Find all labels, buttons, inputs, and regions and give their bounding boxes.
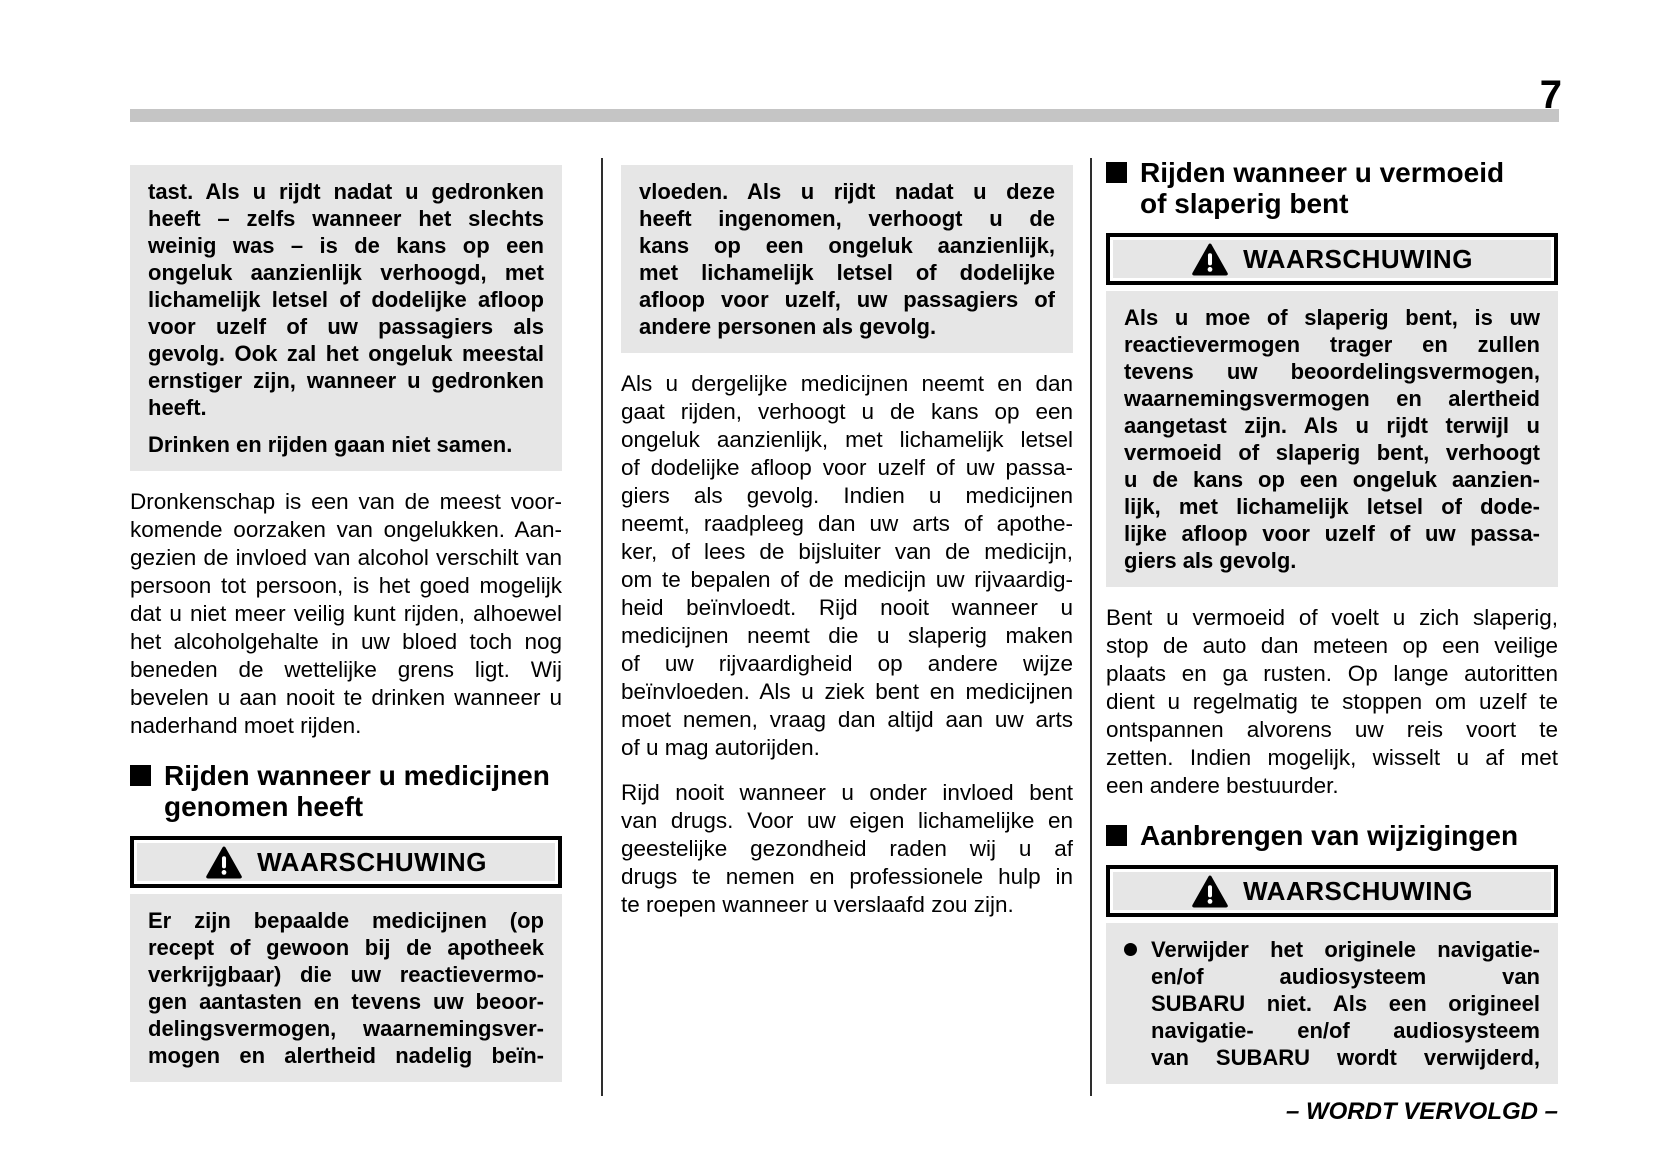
body-paragraph-medicines: Als u dergelijke medicijnen neemt en dan gaat rijden, verhoogt u de kans op een ongeluk aanzienlijk, met lichamelijk letsel of dodelijke afloop voor uzelf of uw passa- giers als gevolg. Indien u medicijnen neemt, raadpleeg dan uw arts of apothe- ker, of lees de bijsluiter van de medicijn, om te bepalen of de medicijn uw rijvaardig- heid beïnvloedt. Rijd nooit wanneer u medicijnen neemt die u slaperig maken of uw rijvaardigheid op andere wijze beïnvloeden. Als u ziek bent en medicijnen moet nemen, vraag dan altijd aan uw arts of u mag autorijden. bbox=[621, 371, 1073, 760]
warning-bullet-item bbox=[1124, 936, 1540, 1071]
body-paragraph-tired: Bent u vermoeid of voelt u zich slaperig, stop de auto dan meteen op een veilige plaats en ga rusten. Op lange autoritten dient u regelmatig te stoppen om uzelf te ontspannen alvorens uw reis voort te zetten. Indien mogelijk, wisselt u af met een andere bestuurder. bbox=[1106, 605, 1558, 798]
warning-body-modifications bbox=[1106, 923, 1558, 1084]
paragraph-gap bbox=[148, 421, 544, 431]
warning-triangle-icon bbox=[1191, 243, 1229, 276]
column-left bbox=[130, 165, 562, 1082]
section-heading-text: Aanbrengen van wijzigingen bbox=[1140, 820, 1519, 851]
body-paragraph-drugs: Rijd nooit wanneer u onder invloed bent van drugs. Voor uw eigen lichamelijke en geestelijke gezondheid raden wij u af drugs te nemen en professionele hulp in te roepen wanneer u verslaafd zou zijn. bbox=[621, 780, 1073, 917]
column-divider-right bbox=[1090, 158, 1092, 1096]
section-heading-text: Rijden wanneer u medicijnen genomen heeft bbox=[164, 760, 550, 822]
warning-title-box bbox=[1106, 233, 1558, 285]
section-heading-tired bbox=[1106, 157, 1558, 219]
warning-label: WAARSCHUWING bbox=[257, 846, 487, 877]
column-divider-left bbox=[601, 158, 603, 1096]
section-heading-modifications bbox=[1106, 820, 1558, 851]
callout-box-drinking bbox=[130, 165, 562, 471]
section-heading-text: Rijden wanneer u vermoeid of slaperig bent bbox=[1140, 157, 1505, 219]
warning-label: WAARSCHUWING bbox=[1243, 243, 1473, 274]
callout-paragraph-2: Drinken en rijden gaan niet samen. bbox=[148, 432, 513, 457]
bullet-icon bbox=[1124, 943, 1137, 956]
heading-square-icon bbox=[1106, 162, 1127, 183]
section-heading-medicines bbox=[130, 760, 562, 822]
column-right bbox=[1106, 157, 1558, 1126]
heading-square-icon bbox=[1106, 825, 1127, 846]
warning-title-box bbox=[1106, 865, 1558, 917]
warning-title-box bbox=[130, 836, 562, 888]
warning-triangle-icon bbox=[1191, 875, 1229, 908]
warning-bullet-text: Verwijder het originele navigatie- en/of audiosysteem van SUBARU niet. Als een origineel navigatie- en/of audiosysteem van SUBARU wordt verwijderd, bbox=[1151, 937, 1540, 1070]
warning-body-medicines: Er zijn bepaalde medicijnen (op recept of gewoon bij de apotheek verkrijgbaar) die uw reactievermo- gen aantasten en tevens uw beoor- delingsvermogen, waarnemingsver- mogen en alertheid nadelig beïn- bbox=[130, 894, 562, 1082]
heading-square-icon bbox=[130, 765, 151, 786]
warning-triangle-icon bbox=[205, 846, 243, 879]
callout-box-medicines-continued: vloeden. Als u rijdt nadat u deze heeft ingenomen, verhoogt u de kans op een ongeluk aanzienlijk, met lichamelijk letsel of dodelijke afloop voor uzelf, uw passagiers of andere personen als gevolg. bbox=[621, 165, 1073, 353]
column-middle bbox=[621, 165, 1073, 919]
callout-paragraph-1: tast. Als u rijdt nadat u gedronken heeft – zelfs wanneer het slechts weinig was – is de kans op een ongeluk aanzienlijk verhoogd, met lichamelijk letsel of dodelijke afloop voor uzelf of uw passagiers als gevolg. Ook zal het ongeluk meestal ernstiger zijn, wanneer u gedronken heeft. bbox=[148, 179, 544, 420]
warning-body-tired: Als u moe of slaperig bent, is uw reactievermogen trager en zullen tevens uw beoordelingsvermogen, waarnemingsvermogen en alertheid aangetast zijn. Als u rijdt terwijl u vermoeid of slaperig bent, verhoogt u de kans op een ongeluk aanzien- lijk, met lichamelijk letsel of dode- lijke afloop voor uzelf of uw passa- giers als gevolg. bbox=[1106, 291, 1558, 587]
body-paragraph-drunkenness: Dronkenschap is een van de meest voor- komende oorzaken van ongelukken. Aan- gezien de invloed van alcohol verschilt van persoon tot persoon, is het goed mogelijk dat u niet meer veilig kunt rijden, alhoewel het alcoholgehalte in uw bloed toch nog beneden de wettelijke grens ligt. Wij bevelen u aan nooit te drinken wanneer u naderhand moet rijden. bbox=[130, 489, 562, 738]
page-number: 7 bbox=[1539, 73, 1562, 117]
continued-footer: – WORDT VERVOLGD – bbox=[1285, 1098, 1558, 1125]
warning-label: WAARSCHUWING bbox=[1243, 875, 1473, 906]
header-rule-bar bbox=[130, 109, 1559, 122]
